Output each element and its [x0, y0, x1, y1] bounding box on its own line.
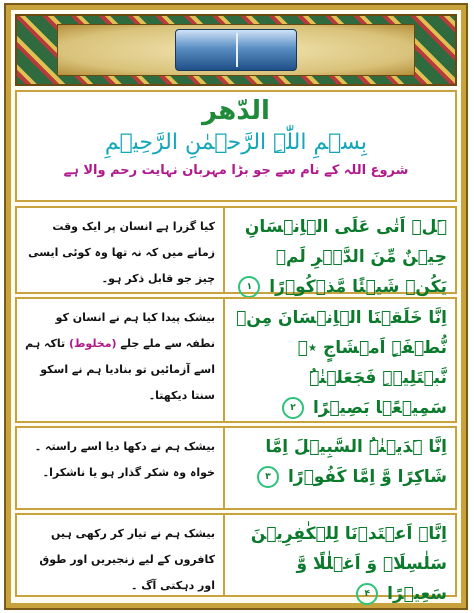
urdu-translation-cell	[17, 208, 223, 292]
arabic-verse-cell	[223, 428, 455, 508]
urdu-translation-cell	[17, 299, 223, 421]
urdu-translation-text: بیشک ہم نے دکھا دیا اسے راستہ ۔ خواہ وہ شکر گذار ہو یا ناشکرا۔	[34, 440, 215, 479]
page-frame	[6, 5, 466, 608]
arabic-verse-text: اِنَّا ہَدَیۡنٰہُ السَّبِیۡلَ اِمَّا شَاکِرًا وَّ اِمَّا کَفُوۡرًا	[265, 437, 447, 487]
surah-header	[15, 90, 457, 202]
arabic-verse-cell	[223, 208, 455, 297]
urdu-translation-cell	[17, 515, 223, 595]
decorative-banner	[15, 14, 457, 86]
urdu-translation-text-cont: تاکہ ہم اسے آزمائیں تو بنادیا ہم نے اسکو سنتا دیکھتا۔	[25, 337, 215, 402]
verse-row	[15, 513, 457, 604]
ayah-number-marker: ۳	[257, 466, 279, 488]
banner-panel	[57, 24, 415, 76]
surah-title: الدّھر	[202, 96, 270, 126]
urdu-parenthetical: (مخلوط)	[68, 337, 117, 350]
arabic-verse-text: ہَلۡ اَتٰی عَلَی الۡاِنۡسَانِ حِیۡنٌ مِّنَ الدَّہۡرِ لَمۡ یَکُنۡ شَیۡئًا مَّذۡکُوۡرًا	[244, 217, 447, 297]
verse-row	[15, 426, 457, 510]
ayah-number-marker: ۲	[282, 397, 304, 419]
open-book-icon	[175, 29, 297, 71]
urdu-translation-text: بیشک پیدا کیا ہم نے انسان کو نطفہ سے ملے جلے	[55, 311, 215, 350]
urdu-translation-text: کیا گزرا ہے انسان پر ایک وقت زمانے میں کہ نہ تھا وہ کوئی ایسی چیز جو قابل ذکر ہو۔	[28, 220, 215, 285]
arabic-verse-cell	[223, 515, 455, 604]
ayah-number-marker: ۱	[238, 276, 260, 298]
arabic-verse-text: اِنَّاۤ اَعۡتَدۡنَا لِلۡکٰفِرِیۡنَ سَلٰسِلَا۠ وَ اَغۡلٰلًا وَّ سَعِیۡرًا	[250, 524, 447, 604]
bismillah-text: بِسۡمِ اللّٰہِ الرَّحۡمٰنِ الرَّحِیۡمِ	[104, 130, 368, 155]
arabic-verse-cell	[223, 299, 455, 421]
ayah-number-marker: ۴	[356, 583, 378, 605]
urdu-intro-text: شروع اللہ کے نام سے جو بڑا مہربان نہایت رحم والا ہے	[63, 163, 409, 178]
urdu-translation-text: بیشک ہم نے تیار کر رکھی ہیں کافروں کے لیے زنجیریں اور طوق اور دہکتی آگ ۔	[39, 527, 215, 592]
verse-table	[15, 206, 457, 604]
verse-row	[15, 206, 457, 297]
arabic-verse-text: اِنَّا خَلَقۡنَا الۡاِنۡسَانَ مِنۡ نُّطۡفَۃٍ اَمۡشَاجٍ ٭ۖ نَّبۡتَلِیۡہِ فَجَعَلۡنٰہُ سَمِیۡعًۢا بَصِیۡرًا	[236, 308, 447, 418]
urdu-translation-cell	[17, 428, 223, 508]
verse-row	[15, 297, 457, 423]
